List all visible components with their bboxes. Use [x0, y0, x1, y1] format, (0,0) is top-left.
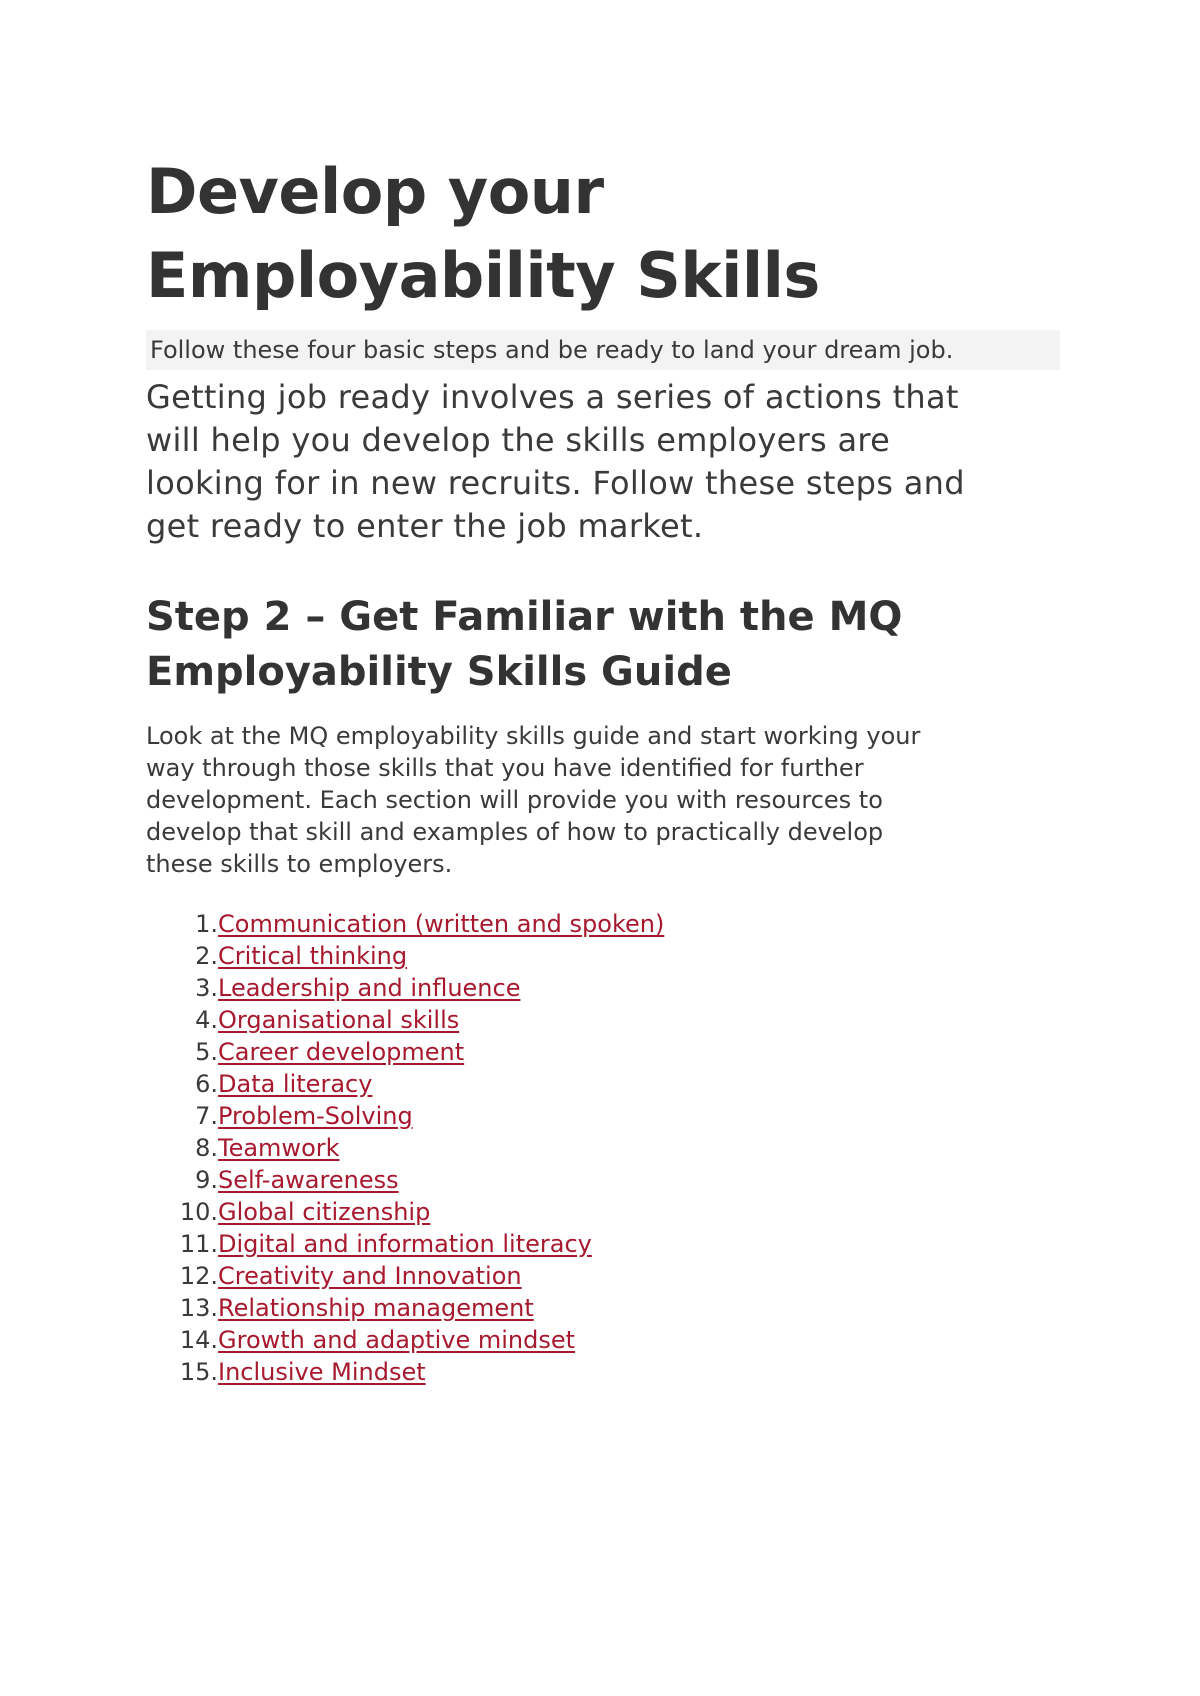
step-description-line: way through those skills that you have identified for further — [146, 754, 864, 782]
page-title-line: Develop your — [146, 155, 604, 228]
intro-line: will help you develop the skills employers are — [146, 421, 891, 459]
list-number: 10. — [179, 1198, 218, 1226]
step-description — [146, 720, 1066, 880]
page-subtitle: Follow these four basic steps and be ready to land your dream job. — [146, 330, 1060, 370]
skill-link-growth-mindset[interactable]: Growth and adaptive mindset — [218, 1326, 576, 1354]
document-page — [146, 150, 1066, 1388]
list-item — [146, 972, 1066, 1004]
skill-link-organisational[interactable]: Organisational skills — [218, 1006, 460, 1034]
list-item — [146, 1196, 1066, 1228]
skill-link-inclusive-mindset[interactable]: Inclusive Mindset — [218, 1358, 426, 1386]
page-title-line: Employability Skills — [146, 239, 820, 312]
list-item — [146, 1228, 1066, 1260]
list-number: 9. — [195, 1166, 218, 1194]
step-description-line: development. Each section will provide you with resources to — [146, 786, 883, 814]
list-number: 11. — [179, 1230, 218, 1258]
list-item — [146, 908, 1066, 940]
skill-link-data-literacy[interactable]: Data literacy — [218, 1070, 373, 1098]
intro-paragraph — [146, 376, 1066, 548]
skill-link-digital-literacy[interactable]: Digital and information literacy — [218, 1230, 592, 1258]
list-item — [146, 1004, 1066, 1036]
list-number: 5. — [195, 1038, 218, 1066]
skill-link-self-awareness[interactable]: Self-awareness — [218, 1166, 399, 1194]
step-heading-line: Employability Skills Guide — [146, 649, 732, 695]
skill-link-global-citizenship[interactable]: Global citizenship — [218, 1198, 431, 1226]
page-title — [146, 150, 1066, 318]
list-number: 15. — [179, 1358, 218, 1386]
list-item — [146, 940, 1066, 972]
list-item — [146, 1164, 1066, 1196]
step-description-line: develop that skill and examples of how to practically develop — [146, 818, 884, 846]
list-number: 6. — [195, 1070, 218, 1098]
list-number: 1. — [195, 910, 218, 938]
list-item — [146, 1132, 1066, 1164]
list-number: 12. — [179, 1262, 218, 1290]
list-number: 13. — [179, 1294, 218, 1322]
list-item — [146, 1068, 1066, 1100]
list-number: 2. — [195, 942, 218, 970]
skill-link-teamwork[interactable]: Teamwork — [218, 1134, 340, 1162]
skill-link-problem-solving[interactable]: Problem-Solving — [218, 1102, 413, 1130]
list-item — [146, 1324, 1066, 1356]
list-item — [146, 1100, 1066, 1132]
list-item — [146, 1260, 1066, 1292]
skill-link-communication[interactable]: Communication (written and spoken) — [218, 910, 665, 938]
skill-link-relationship-management[interactable]: Relationship management — [218, 1294, 534, 1322]
intro-line: Getting job ready involves a series of actions that — [146, 378, 959, 416]
skill-link-leadership[interactable]: Leadership and influence — [218, 974, 521, 1002]
list-number: 14. — [179, 1326, 218, 1354]
step-heading-line: Step 2 – Get Familiar with the MQ — [146, 594, 903, 640]
step-description-line: these skills to employers. — [146, 850, 453, 878]
step-description-line: Look at the MQ employability skills guide and start working your — [146, 722, 921, 750]
list-number: 4. — [195, 1006, 218, 1034]
list-item — [146, 1036, 1066, 1068]
list-item — [146, 1356, 1066, 1388]
skill-link-career-development[interactable]: Career development — [218, 1038, 465, 1066]
list-item — [146, 1292, 1066, 1324]
intro-line: looking for in new recruits. Follow these steps and — [146, 464, 965, 502]
skill-link-creativity[interactable]: Creativity and Innovation — [218, 1262, 522, 1290]
skills-list — [146, 908, 1066, 1388]
list-number: 8. — [195, 1134, 218, 1162]
step-heading — [146, 590, 1066, 700]
intro-line: get ready to enter the job market. — [146, 507, 704, 545]
list-number: 7. — [195, 1102, 218, 1130]
skill-link-critical-thinking[interactable]: Critical thinking — [218, 942, 408, 970]
list-number: 3. — [195, 974, 218, 1002]
